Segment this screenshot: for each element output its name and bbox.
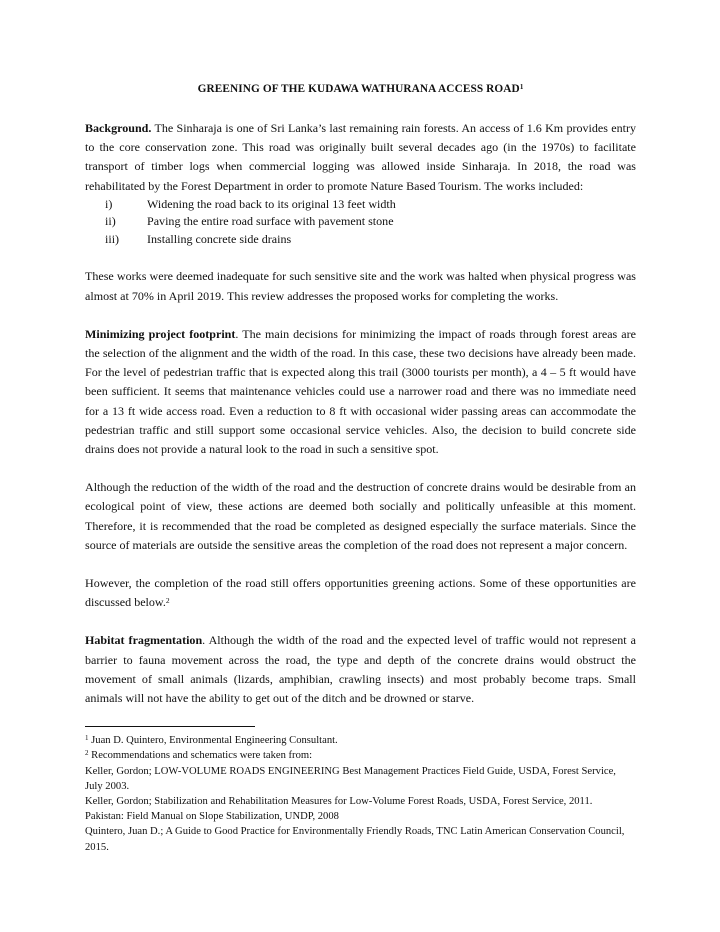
opportunities-footnote-mark: 2 (165, 596, 170, 606)
works-list (85, 196, 636, 249)
list-item-number: iii) (105, 231, 120, 246)
habitat-heading: Habitat fragmentation (85, 633, 203, 648)
footprint-text: . The main decisions for minimizing the impact of roads through forest areas are the selection of the alignment and the width of the road. In this case, these two decisions have already been made. For the level of pedestrian traffic that is expected along this trail (3000 tourists per month), a 4 – 5 ft would have been sufficient. It seems that maintenance vehicles could use a narrower road and there was no immediate need for a 13 ft wide access road. Even a reduction to 8 ft with occasional wider passing areas can accommodate the pedestrian traffic and still support some occasional service vehicles. Also, the decision to build concrete side drains does not provide a natural look to the road in such a sensitive spot. (85, 326, 636, 456)
list-item-number: i) (105, 196, 113, 211)
opportunities-paragraph (85, 574, 636, 612)
title-text: GREENING OF THE KUDAWA WATHURANA ACCESS ROAD (197, 83, 520, 95)
footnote-text: Juan D. Quintero, Environmental Engineering Consultant. (88, 735, 338, 747)
background-heading: Background. (85, 121, 152, 135)
document-page (85, 80, 636, 855)
list-item (85, 213, 636, 231)
inadequate-paragraph: These works were deemed inadequate for such sensitive site and the work was halted when physical progress was almost at 70% in April 2019. This review addresses the proposed works for completing the works. (85, 269, 636, 303)
list-item-text: Widening the road back to its original 13 feet width (147, 196, 396, 211)
footprint-paragraph (85, 325, 636, 459)
list-item-text: Installing concrete side drains (147, 231, 292, 246)
habitat-paragraph (85, 631, 636, 708)
footnote-mark: 1 (85, 734, 89, 743)
reduction-paragraph: Although the reduction of the width of the road and the destruction of concrete drains would be desirable from an ecological point of view, these actions are deemed both socially and politically unfeasible at this moment. Therefore, it is recommended that the road be completed as designed especially the surface materials. Since the source of materials are outside the sensitive areas the completion of the road does not represent a major concern. (85, 480, 636, 552)
list-item (85, 231, 636, 249)
background-text: The Sinharaja is one of Sri Lanka’s last remaining rain forests. An access of 1.6 Km provides entry to the core conservation zone. This road was originally built several decades ago (in the 1970s) to facilitate transport of timber logs when commercial logging was allowed inside Sinharaja. In 2018, the road was rehabilitated by the Forest Department in order to promote Nature Based Tourism. The works included: (85, 121, 636, 193)
list-item-number: ii) (105, 214, 116, 229)
opportunities-text: However, the completion of the road still offers opportunities greening actions. Some of these opportunities are discussed below. (85, 575, 636, 610)
reference-item: Quintero, Juan D.; A Guide to Good Practice for Environmentally Friendly Roads, TNC Latin American Conservation Council, 2015. (85, 826, 625, 853)
list-item-text: Paving the entire road surface with pavement stone (147, 214, 394, 229)
footnote-mark: 2 (85, 749, 89, 758)
reference-item: Keller, Gordon; Stabilization and Rehabilitation Measures for Low-Volume Forest Roads, USDA, Forest Service, 2011. (85, 795, 593, 807)
reference-item: Keller, Gordon; LOW-VOLUME ROADS ENGINEERING Best Management Practices Field Guide, USDA, Forest Service, July 2003. (85, 765, 616, 792)
footnote (85, 748, 636, 763)
footnote (85, 733, 636, 748)
background-paragraph (85, 119, 636, 196)
footnote-divider (85, 726, 255, 727)
reference-item: Pakistan: Field Manual on Slope Stabilization, UNDP, 2008 (85, 811, 339, 823)
title-footnote-mark: 1 (519, 83, 524, 91)
list-item (85, 196, 636, 214)
habitat-text: . Although the width of the road and the expected level of traffic would not represent a barrier to fauna movement across the road, the type and depth of the concrete drains would obstruct the movement of small animals (lizards, amphibian, crawling insects) and most probably become traps. Small animals will not have the ability to get out of the ditch and be drowned or starve. (85, 633, 637, 705)
footprint-heading: Minimizing project footprint (85, 326, 236, 341)
footnote-text: Recommendations and schematics were taken from: (88, 750, 313, 762)
page-title (85, 80, 636, 98)
